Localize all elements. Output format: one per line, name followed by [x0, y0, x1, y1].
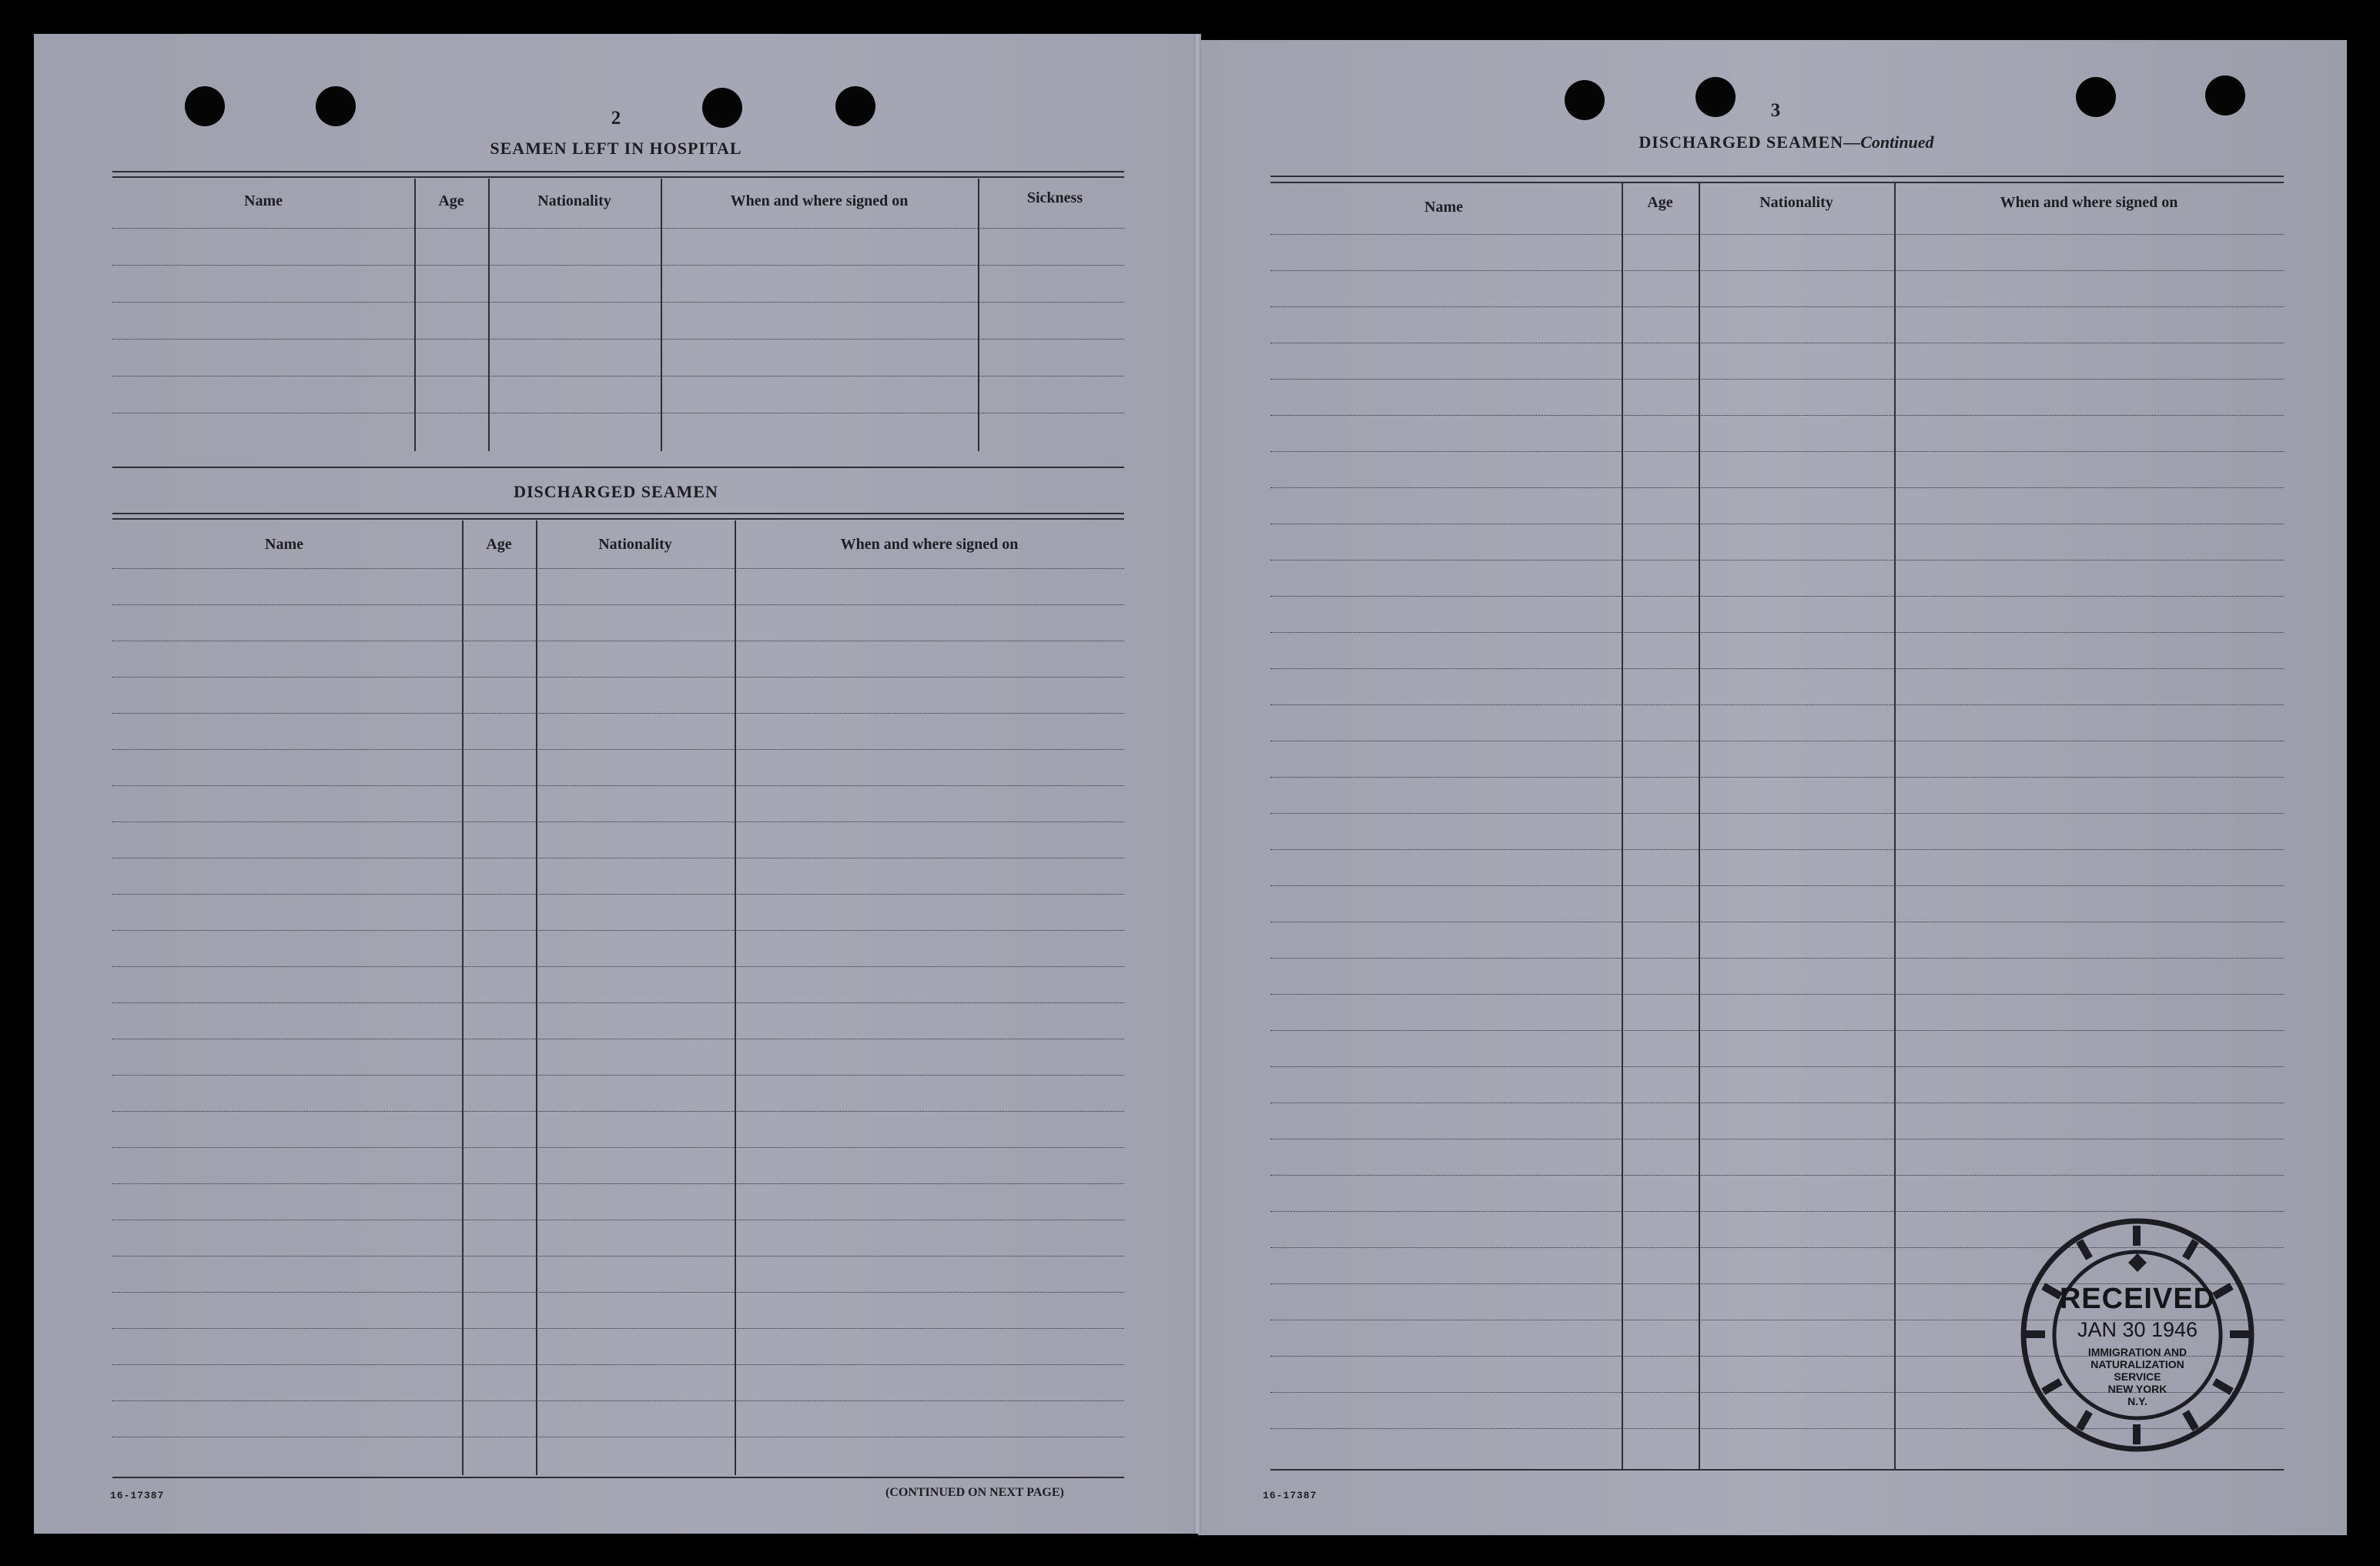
form-code-left: 16-17387: [110, 1490, 165, 1501]
right-col-name: Name: [1424, 199, 1463, 216]
entry-line: [1270, 596, 2284, 597]
entry-line: [1270, 849, 2284, 850]
page-number-right: 3: [1770, 100, 1781, 121]
entry-line: [112, 677, 1124, 678]
entry-line: [1270, 1066, 2284, 1067]
entry-line: [112, 966, 1124, 967]
hospital-section-title: SEAMEN LEFT IN HOSPITAL: [490, 139, 742, 158]
punch-hole: [2205, 75, 2245, 115]
discharged-section-title: DISCHARGED SEAMEN: [514, 482, 718, 501]
punch-hole: [835, 86, 875, 126]
hospital-table-bottom-rule: [112, 467, 1124, 468]
page-fold: [1193, 34, 1201, 1534]
punch-hole: [185, 86, 225, 126]
entry-line: [112, 302, 1124, 303]
entry-line: [112, 785, 1124, 786]
stamp-line-1: IMMIGRATION AND: [2087, 1346, 2188, 1358]
entry-line: [1270, 379, 2284, 380]
entry-line: [1270, 668, 2284, 669]
hospital-col-signed-on: When and where signed on: [730, 192, 909, 209]
entry-line: [112, 821, 1124, 822]
discharged-col-age: Age: [486, 536, 512, 553]
punch-hole: [316, 86, 356, 126]
entry-line: [1270, 306, 2284, 307]
right-col-signed-on: When and where signed on: [2000, 194, 2178, 211]
received-stamp: [2017, 1215, 2258, 1455]
entry-line: [112, 894, 1124, 895]
discharged-continued-title: [1540, 132, 2033, 152]
entry-line: [112, 604, 1124, 605]
discharged-col-nationality: Nationality: [598, 536, 672, 553]
discharged-table-bottom-rule: [112, 1477, 1124, 1478]
entry-line: [1270, 885, 2284, 886]
entry-line: [112, 265, 1124, 266]
entry-line: [112, 1400, 1124, 1401]
discharged-col-signed-on: When and where signed on: [840, 536, 1019, 553]
entry-line: [1270, 234, 2284, 235]
stamp-received: RECEIVED: [2059, 1283, 2216, 1315]
stamp-line-2: NATURALIZATION: [2090, 1358, 2184, 1370]
right-table-bottom-rule: [1270, 1469, 2284, 1471]
entry-line: [112, 1328, 1124, 1329]
right-col-nationality: Nationality: [1759, 194, 1833, 211]
continued-note: (CONTINUED ON NEXT PAGE): [885, 1486, 1064, 1499]
right-col-age: Age: [1647, 194, 1673, 211]
punch-hole: [1695, 77, 1736, 117]
right-table-top-rule: [1270, 182, 2284, 183]
entry-line: [1270, 958, 2284, 959]
hospital-col-sickness: Sickness: [1026, 189, 1083, 206]
entry-line: [1270, 632, 2284, 633]
entry-line: [1270, 487, 2284, 488]
entry-line: [112, 1183, 1124, 1184]
entry-line: [112, 930, 1124, 931]
entry-line: [1270, 813, 2284, 814]
entry-line: [1270, 704, 2284, 705]
discharged-table-top-rule: [112, 513, 1124, 514]
discharged-continued-main: DISCHARGED SEAMEN: [1639, 132, 1844, 152]
entry-line: [1270, 415, 2284, 416]
entry-line: [112, 568, 1124, 569]
continued-label: —Continued: [1843, 132, 1934, 152]
entry-line: [1270, 270, 2284, 271]
punch-hole: [2076, 77, 2116, 117]
hospital-col-nationality: Nationality: [537, 192, 611, 209]
discharged-table-top-rule: [112, 518, 1124, 520]
stamp-date: JAN 30 1946: [2077, 1318, 2198, 1341]
hospital-table-top-rule: [112, 171, 1124, 172]
discharged-table-rows: [112, 568, 1124, 1477]
punch-hole: [702, 88, 742, 128]
page-number-left: 2: [611, 108, 621, 129]
punch-hole: [1565, 80, 1605, 120]
stamp-line-4: NEW YORK: [2107, 1383, 2167, 1395]
entry-line: [1270, 1175, 2284, 1176]
entry-line: [112, 749, 1124, 750]
hospital-table-top-rule: [112, 176, 1124, 178]
entry-line: [112, 1111, 1124, 1112]
hospital-col-age: Age: [438, 192, 464, 209]
entry-line: [112, 713, 1124, 714]
form-code-right: 16-17387: [1263, 1490, 1317, 1501]
right-table-top-rule: [1270, 176, 2284, 177]
hospital-col-name: Name: [244, 192, 283, 209]
entry-line: [112, 1364, 1124, 1365]
entry-line: [1270, 994, 2284, 995]
entry-line: [1270, 1211, 2284, 1212]
entry-line: [112, 228, 1124, 229]
entry-line: [1270, 1030, 2284, 1031]
entry-line: [112, 1292, 1124, 1293]
entry-line: [112, 1147, 1124, 1148]
entry-line: [1270, 777, 2284, 778]
entry-line: [112, 1002, 1124, 1003]
entry-line: [112, 339, 1124, 340]
stamp-line-3: SERVICE: [2114, 1370, 2161, 1383]
entry-line: [1270, 451, 2284, 452]
entry-line: [112, 1075, 1124, 1076]
hospital-table-rows: [112, 228, 1124, 451]
discharged-col-name: Name: [265, 536, 303, 553]
stamp-line-5: N.Y.: [2127, 1395, 2147, 1407]
